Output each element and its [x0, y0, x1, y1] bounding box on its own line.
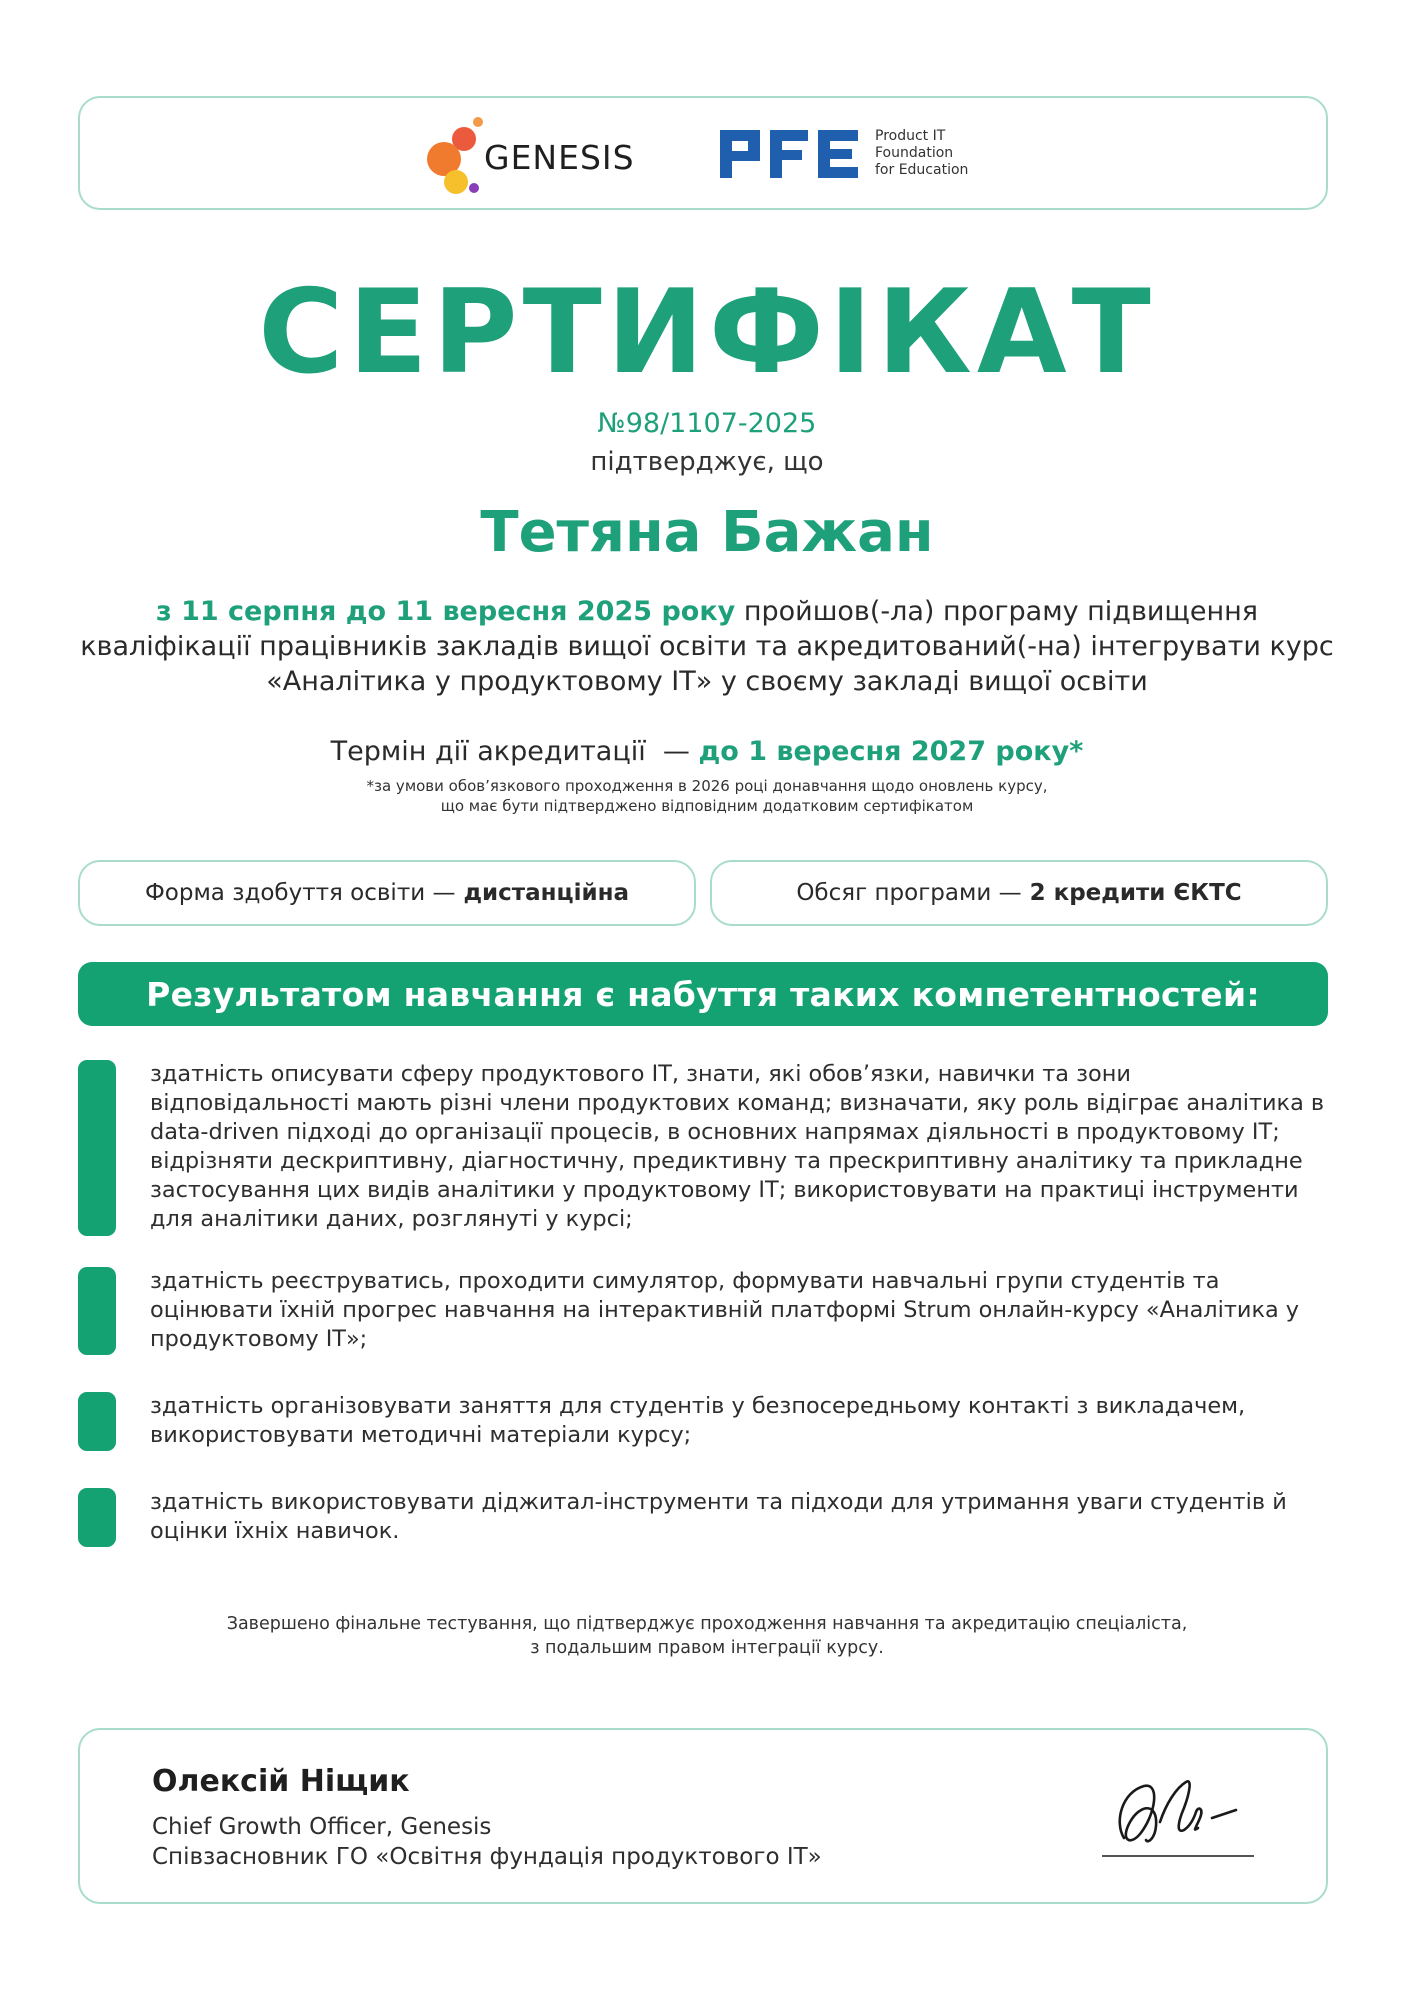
genesis-logo-mark	[426, 112, 486, 198]
competency-text: здатність організовувати заняття для студентів у безпосередньому контакті з викладачем, використовувати методичні матеріали курсу;	[150, 1393, 1246, 1448]
program-volume-box	[710, 860, 1328, 926]
competency-marker	[78, 1488, 116, 1547]
pfe-logo	[720, 126, 1020, 186]
genesis-wordmark: GENESIS	[484, 138, 635, 177]
footnote-line: *за умови обов’язкового проходження в 2026 році донавчання щодо оновлень курсу,	[366, 777, 1048, 795]
competency-item	[78, 1060, 1334, 1236]
competency-marker	[78, 1267, 116, 1355]
certificate-title: СЕРТИФІКАТ	[258, 265, 1156, 400]
competency-marker	[78, 1060, 116, 1236]
accreditation-validity	[0, 736, 1414, 767]
program-volume-value: 2 кредити ЄКТС	[1029, 880, 1242, 906]
program-text: пройшов(-ла) програму підвищення кваліфікації працівників закладів вищої освіти та акредитований(-на) інтегрувати курс «Аналітика у продуктовому ІТ» у своєму закладі вищої освіти	[80, 596, 1334, 697]
signatory-role	[152, 1812, 822, 1872]
competency-item	[78, 1392, 1334, 1452]
pfe-subtitle-line: Foundation	[875, 145, 954, 161]
validity-footnote	[0, 776, 1414, 816]
validity-label: Термін дії акредитації —	[330, 736, 699, 767]
signature-block	[78, 1728, 1328, 1904]
recipient-name: Тетяна Бажан	[480, 500, 934, 565]
program-volume-label: Обсяг програми —	[796, 880, 1022, 906]
footnote-line: що має бути підтверджено відповідним додатковим сертифікатом	[440, 797, 974, 815]
competency-item	[78, 1267, 1334, 1357]
certificate-number: №98/1107-2025	[597, 408, 817, 439]
signatory-name: Олексій Ніщик	[152, 1764, 410, 1799]
pfe-logo-mark	[720, 128, 860, 180]
pfe-subtitle-line: Product IT	[875, 128, 946, 144]
signatory-role-line: Chief Growth Officer, Genesis	[152, 1814, 492, 1840]
final-note-line: з подальшим правом інтеграції курсу.	[530, 1638, 884, 1658]
program-volume	[712, 862, 1326, 924]
competencies-heading: Результатом навчання є набуття таких компетентностей:	[78, 962, 1328, 1026]
education-form-box	[78, 860, 696, 926]
competency-item	[78, 1488, 1334, 1548]
competency-text: здатність використовувати діджитал-інструменти та підходи для утримання уваги студентів й оцінки їхніх навичок.	[150, 1489, 1287, 1544]
logos-header	[78, 96, 1328, 210]
final-note-line: Завершено фінальне тестування, що підтверджує проходження навчання та акредитацію спеціаліста,	[226, 1614, 1188, 1634]
education-form-value: дистанційна	[463, 880, 630, 906]
competency-text: здатність описувати сферу продуктового ІТ, знати, які обов’язки, навички та зони відповідальності мають різні члени продуктових команд; визначати, яку роль відіграє аналітика в data-driven підході до організації процесів, в основних напрямах діяльності в продуктовому ІТ; відрізняти дескриптивну, діагностичну, предиктивну та прескриптивну аналітику та прикладне застосування цих видів аналітики у продуктовому ІТ; використовувати на практиці інструменти для аналітики даних, розглянуті у курсі;	[150, 1061, 1325, 1232]
signatory-role-line: Співзасновник ГО «Освітня фундація продуктового ІТ»	[152, 1844, 822, 1870]
program-description	[70, 594, 1344, 699]
competency-marker	[78, 1392, 116, 1451]
genesis-logo	[426, 112, 686, 198]
program-period: з 11 серпня до 11 вересня 2025 року	[155, 596, 736, 627]
pfe-subtitle	[875, 128, 1015, 179]
competency-text: здатність реєструватись, проходити симулятор, формувати навчальні групи студентів та оцінювати їхній прогрес навчання на інтерактивній платформі Strum онлайн-курсу «Аналітика у продуктовому ІТ»;	[150, 1268, 1300, 1352]
validity-date: до 1 вересня 2027 року*	[698, 736, 1084, 767]
final-testing-note	[0, 1612, 1414, 1660]
handwritten-signature	[1100, 1752, 1260, 1872]
pfe-subtitle-line: for Education	[875, 162, 969, 178]
education-form-label: Форма здобуття освіти —	[144, 880, 456, 906]
education-form	[80, 862, 694, 924]
confirms-text: підтверджує, що	[590, 447, 824, 477]
